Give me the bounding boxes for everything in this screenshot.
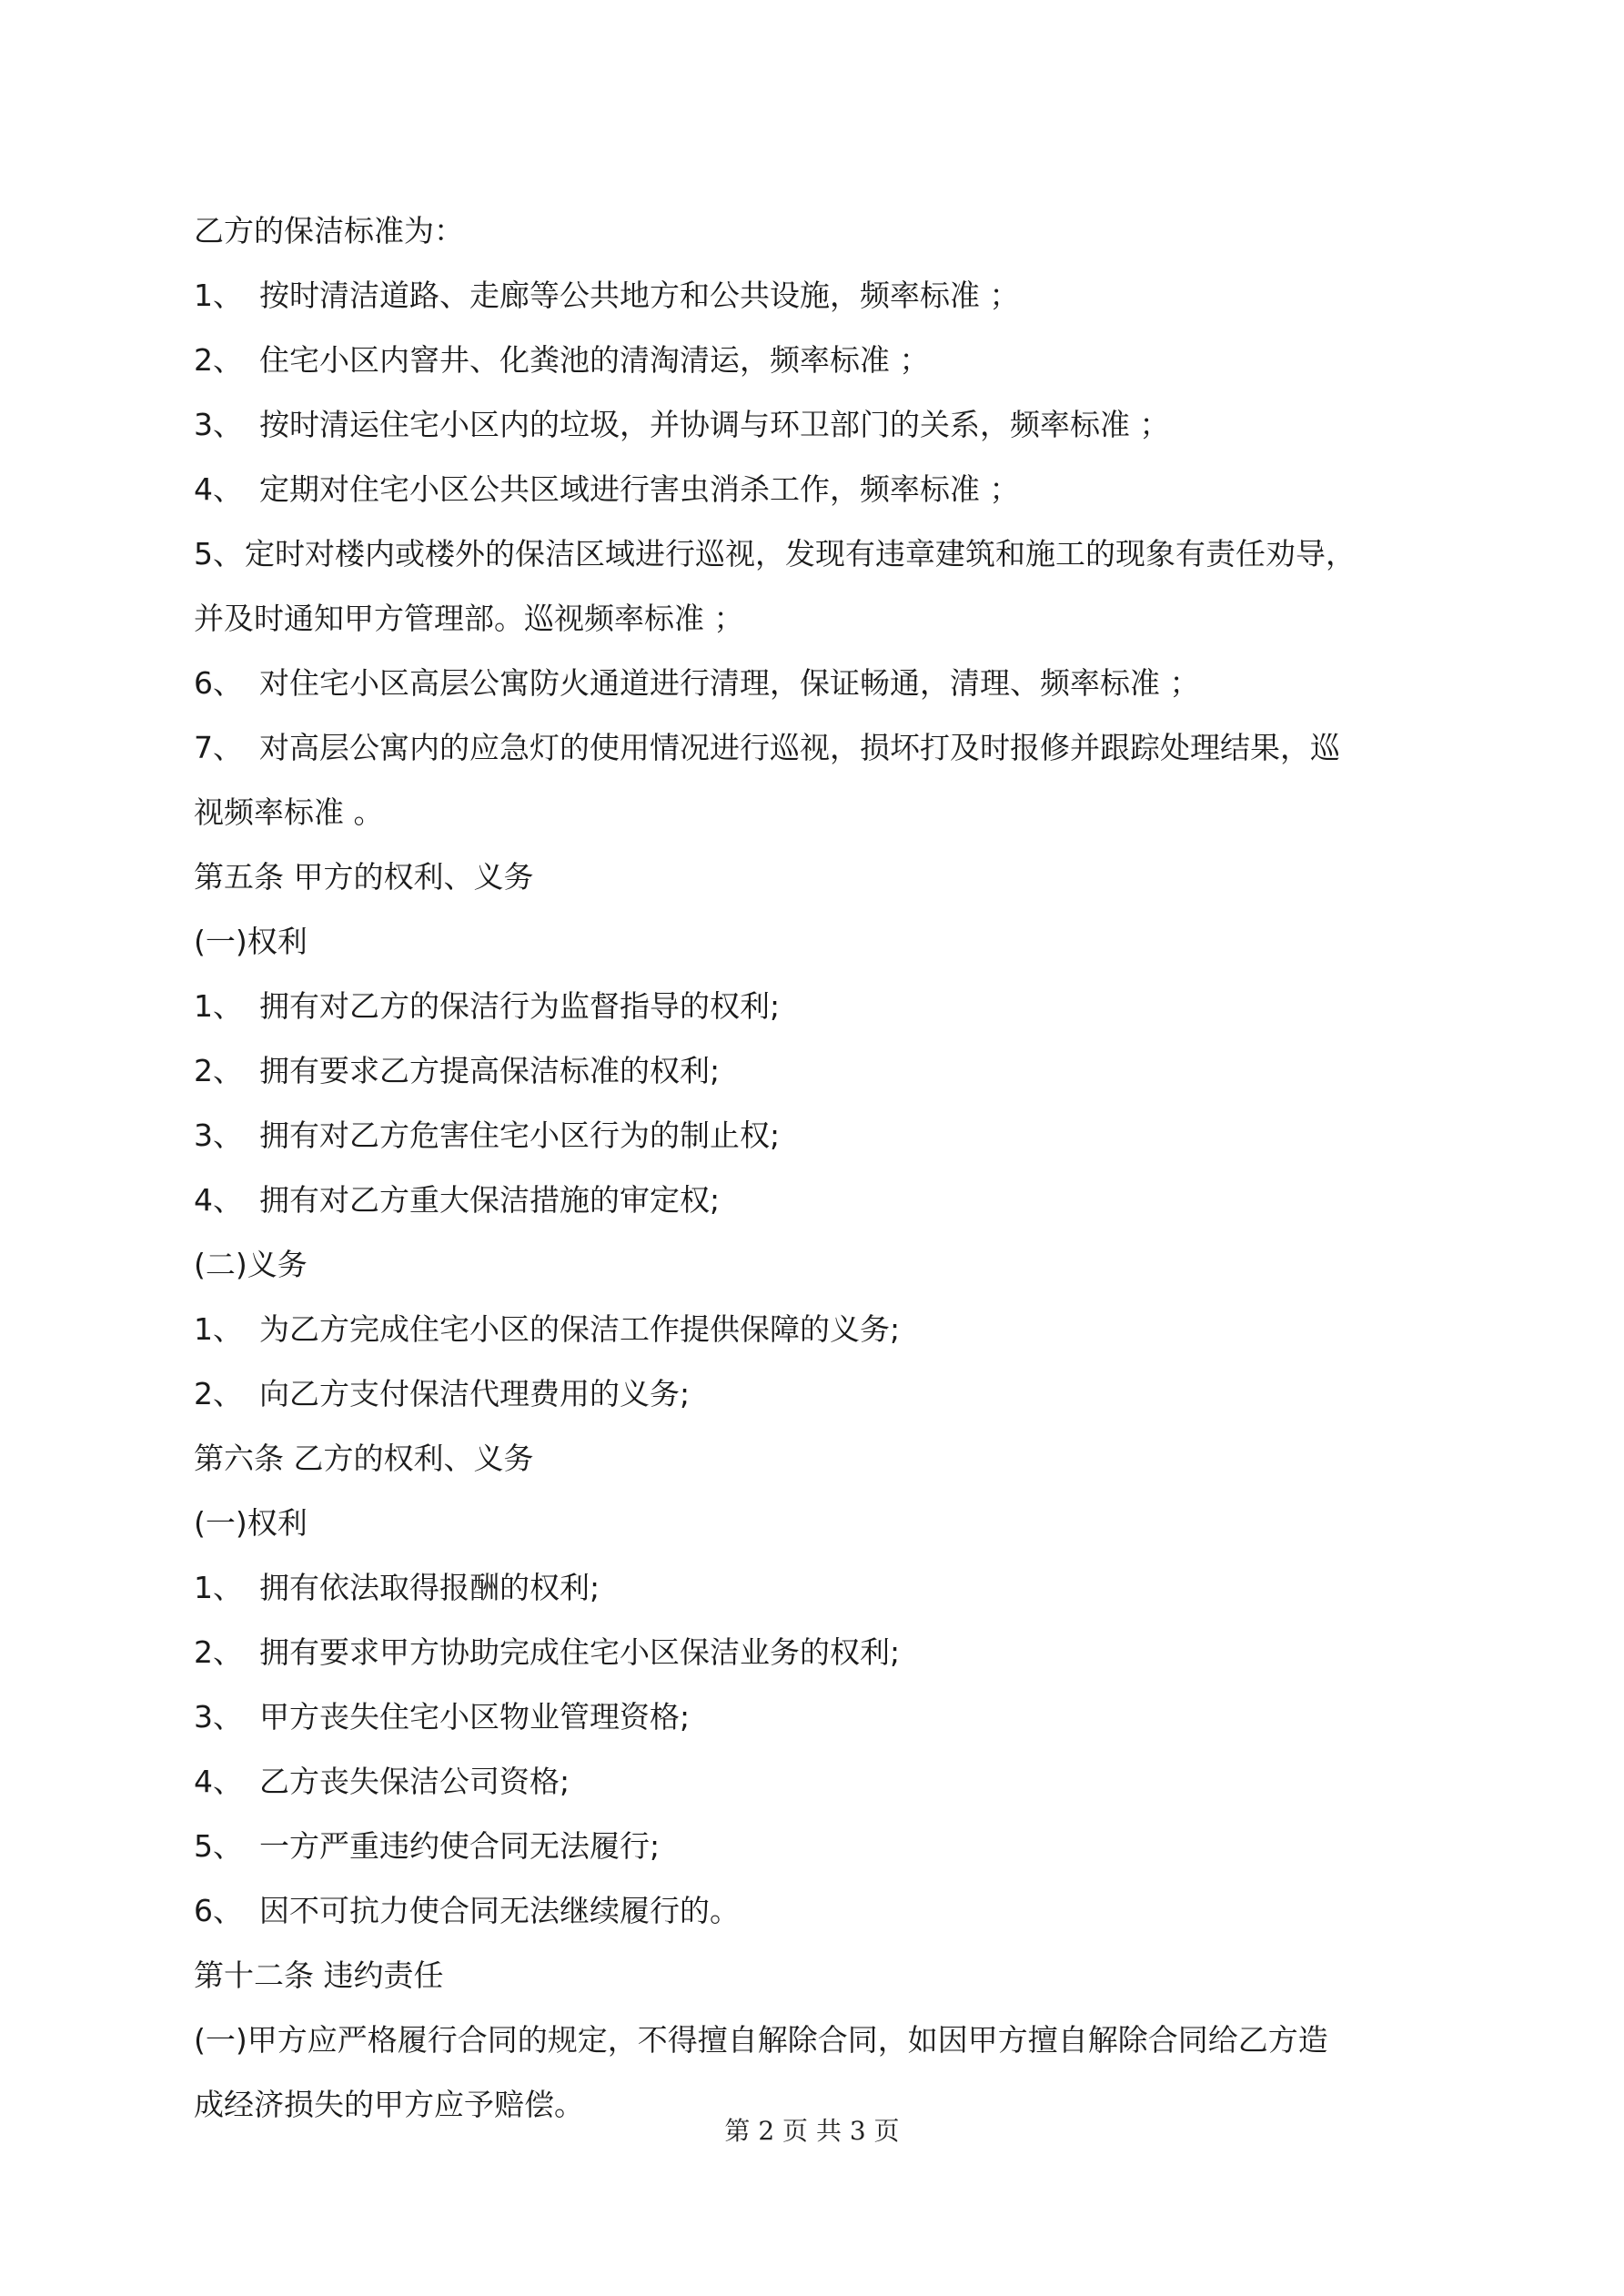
article-5-rights-heading: (一)权利 [194, 924, 308, 959]
list-item [194, 1555, 1440, 1620]
list-item [194, 1297, 1440, 1361]
standard-item [194, 263, 1440, 328]
item-text: 定时对楼内或楼外的保洁区域进行巡视，发现有违章建筑和施工的现象有责任劝导， [245, 536, 1356, 571]
item-text: 因不可抗力使合同无法继续履行的。 [259, 1893, 740, 1928]
item-number: 1、 [194, 988, 243, 1024]
standard-item [194, 392, 1440, 457]
item-number: 6、 [194, 665, 243, 701]
list-item [194, 1684, 1440, 1749]
article-12-para-line1: (一)甲方应严格履行合同的规定，不得擅自解除合同，如因甲方擅自解除合同给乙方造 [194, 2022, 1328, 2058]
list-item [194, 1361, 1440, 1426]
list-item [194, 1103, 1440, 1168]
item-number: 4、 [194, 471, 243, 507]
item-text: 对高层公寓内的应急灯的使用情况进行巡视，损坏打及时报修并跟踪处理结果，巡 [259, 730, 1340, 765]
list-item [194, 1749, 1440, 1814]
standard-item [194, 328, 1440, 392]
item-text: 按时清运住宅小区内的垃圾，并协调与环卫部门的关系，频率标准 ； [259, 407, 1170, 442]
list-item [194, 1620, 1440, 1684]
item-number: 2、 [194, 1376, 243, 1411]
item-text: 甲方丧失住宅小区物业管理资格; [259, 1699, 691, 1735]
article-12-para-line2: 成经济损失的甲方应予赔偿。 [194, 2087, 584, 2122]
article-5-duties-heading: (二)义务 [194, 1247, 308, 1282]
item-text: 一方严重违约使合同无法履行; [259, 1828, 661, 1864]
item-text: 拥有要求乙方提高保洁标准的权利; [259, 1053, 721, 1088]
item-number: 4、 [194, 1764, 243, 1799]
item-text: 拥有对乙方重大保洁措施的审定权; [259, 1182, 721, 1218]
item-text: 拥有对乙方的保洁行为监督指导的权利; [259, 988, 781, 1024]
item-number: 6、 [194, 1893, 243, 1928]
item-number: 5、 [194, 1828, 243, 1864]
item-text: 拥有要求甲方协助完成住宅小区保洁业务的权利; [259, 1634, 901, 1670]
item-text: 拥有依法取得报酬的权利; [259, 1570, 600, 1605]
list-item [194, 974, 1440, 1038]
item-number: 5、 [194, 536, 243, 571]
standard-item [194, 651, 1440, 715]
item-number: 1、 [194, 278, 243, 313]
item-text: 定期对住宅小区公共区域进行害虫消杀工作，频率标准 ； [259, 471, 1020, 507]
article-6-title: 第六条 乙方的权利、义务 [194, 1441, 534, 1476]
standard-item-5-line1 [194, 521, 1440, 586]
item-text: 住宅小区内窨井、化粪池的清淘清运，频率标准 ； [259, 342, 930, 378]
item-number: 3、 [194, 1699, 243, 1735]
item-text: 拥有对乙方危害住宅小区行为的制止权; [259, 1118, 781, 1153]
item-number: 3、 [194, 1118, 243, 1153]
item-number: 1、 [194, 1570, 243, 1605]
document-body [194, 198, 1440, 2137]
list-item [194, 1168, 1440, 1232]
article-12-title: 第十二条 违约责任 [194, 1957, 444, 1993]
item-number: 2、 [194, 342, 243, 378]
standard-item-5-line2: 并及时通知甲方管理部。巡视频率标准 ； [194, 601, 744, 636]
item-text: 为乙方完成住宅小区的保洁工作提供保障的义务; [259, 1311, 901, 1347]
intro-line: 乙方的保洁标准为： [194, 213, 464, 248]
item-text: 乙方丧失保洁公司资格; [259, 1764, 570, 1799]
item-text: 按时清洁道路、走廊等公共地方和公共设施，频率标准 ； [259, 278, 1020, 313]
item-number: 2、 [194, 1634, 243, 1670]
list-item [194, 1878, 1440, 1943]
item-text: 向乙方支付保洁代理费用的义务; [259, 1376, 691, 1411]
item-number: 3、 [194, 407, 243, 442]
article-5-title: 第五条 甲方的权利、义务 [194, 859, 534, 895]
list-item [194, 1814, 1440, 1878]
item-number: 7、 [194, 730, 243, 765]
standard-item [194, 457, 1440, 521]
page-footer: 第 2 页 共 3 页 [724, 2116, 900, 2146]
item-number: 4、 [194, 1182, 243, 1218]
article-6-rights-heading: (一)权利 [194, 1505, 308, 1541]
standard-item-7-line2: 视频率标准 。 [194, 794, 384, 830]
item-text: 对住宅小区高层公寓防火通道进行清理，保证畅通，清理、频率标准 ； [259, 665, 1200, 701]
standard-item-7-line1 [194, 715, 1440, 780]
item-number: 1、 [194, 1311, 243, 1347]
item-number: 2、 [194, 1053, 243, 1088]
list-item [194, 1038, 1440, 1103]
